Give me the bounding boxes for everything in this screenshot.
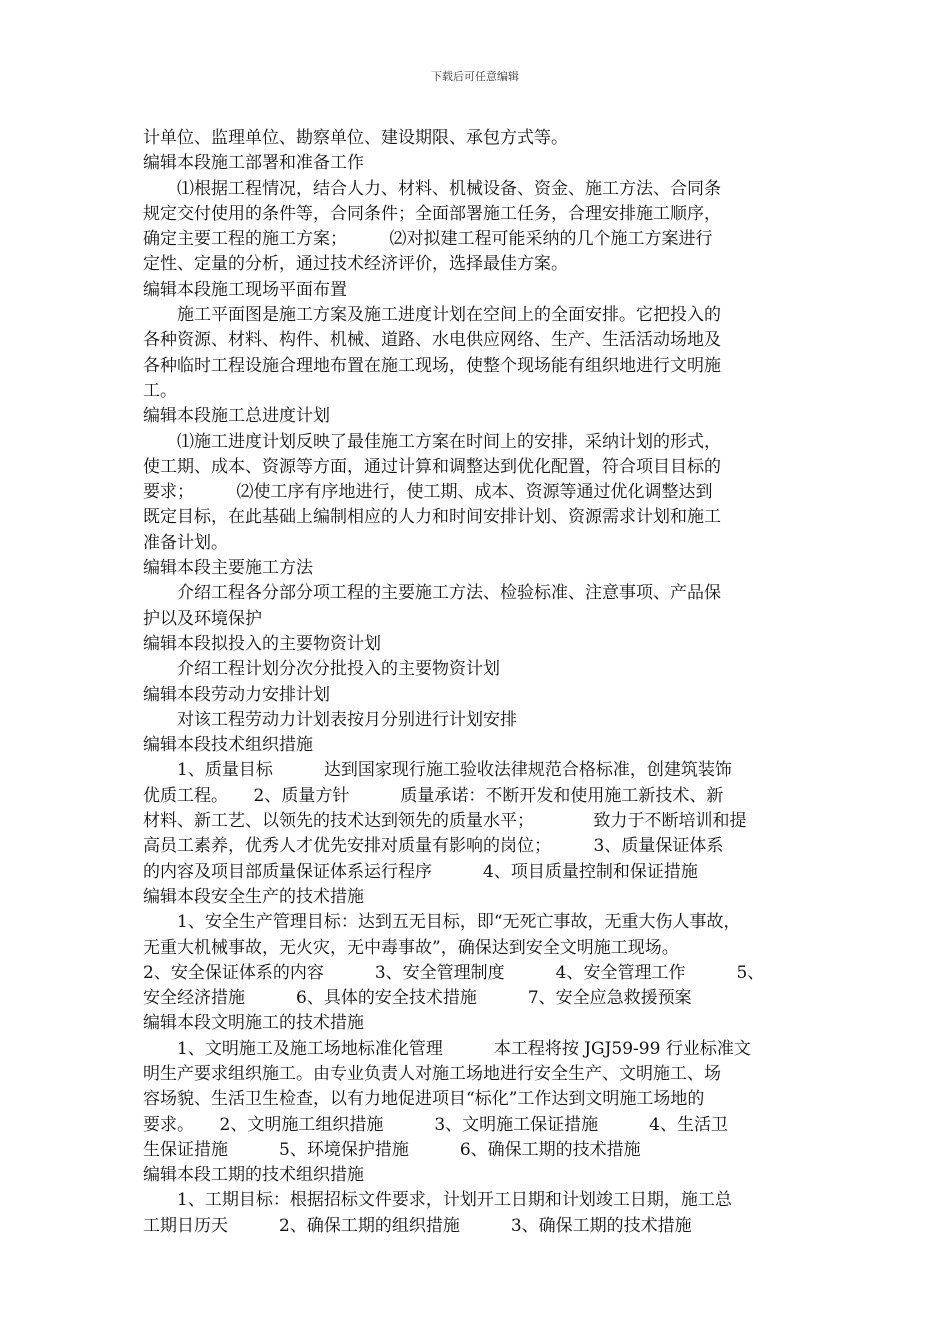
text-line: 确定主要工程的施工方案； ⑵对拟建工程可能采纳的几个施工方案进行 (143, 229, 713, 250)
text-line: 优质工程。 2、质量方针 质量承诺：不断开发和使用施工新技术、新 (143, 785, 724, 806)
text-line: 各种资源、材料、构件、机械、道路、水电供应网络、生产、生活活动场地及 (143, 330, 721, 351)
text-line: 1、工期目标：根据招标文件要求，计划开工日期和计划竣工日期，施工总 (143, 1190, 732, 1211)
text-line: 准备计划。 (143, 532, 228, 553)
text-line: 编辑本段劳动力安排计划 (143, 684, 330, 705)
text-line: 定性、定量的分析，通过技术经济评价，选择最佳方案。 (143, 254, 568, 275)
text-line: 编辑本段施工部署和准备工作 (143, 153, 364, 174)
text-line: 安全经济措施 6、具体的安全技术措施 7、安全应急救援预案 (143, 988, 692, 1009)
text-line: 1、安全生产管理目标：达到五无目标，即“无死亡事故，无重大伤人事故， (143, 912, 741, 933)
text-line: 工。 (143, 380, 177, 401)
text-line: 编辑本段工期的技术组织措施 (143, 1165, 364, 1186)
text-line: 要求； ⑵使工序有序地进行，使工期、成本、资源等通过优化调整达到 (143, 482, 713, 503)
text-line: 介绍工程各分部分项工程的主要施工方法、检验标准、注意事项、产品保 (143, 583, 721, 604)
text-line: 编辑本段拟投入的主要物资计划 (143, 633, 381, 654)
text-line: 2、安全保证体系的内容 3、安全管理制度 4、安全管理工作 5、 (143, 962, 765, 983)
text-line: 护以及环境保护 (143, 608, 262, 629)
text-line: 编辑本段施工现场平面布置 (143, 279, 347, 300)
text-line: 容场貌、生活卫生检查，以有力地促进项目“标化”工作达到文明施工场地的 (143, 1089, 705, 1110)
text-line: 的内容及项目部质量保证体系运行程序 4、项目质量控制和保证措施 (143, 861, 698, 882)
text-line: 材料、新工艺、以领先的技术达到领先的质量水平； 致力于不断培训和提 (143, 811, 747, 832)
text-line: 计单位、监理单位、勘察单位、建设期限、承包方式等。 (143, 128, 568, 148)
text-line: 编辑本段主要施工方法 (143, 558, 313, 579)
text-line: 工期日历天 2、确保工期的组织措施 3、确保工期的技术措施 (143, 1215, 692, 1236)
text-line: 各种临时工程设施合理地布置在施工现场，使整个现场能有组织地进行文明施 (143, 355, 721, 376)
text-line: ⑴根据工程情况，结合人力、材料、机械设备、资金、施工方法、合同条 (143, 178, 721, 199)
text-line: 高员工素养，优秀人才优先安排对质量有影响的岗位； 3、质量保证体系 (143, 836, 724, 857)
text-line: 施工平面图是施工方案及施工进度计划在空间上的全面安排。它把投入的 (143, 305, 721, 326)
document-body (143, 126, 815, 1239)
text-line: 1、质量目标 达到国家现行施工验收法律规范合格标准，创建筑装饰 (143, 760, 732, 781)
text-line: 无重大机械事故，无火灾，无中毒事故”，确保达到安全文明施工现场。 (143, 937, 679, 958)
text-line: 介绍工程计划分次分批投入的主要物资计划 (143, 659, 500, 680)
page-header: 下载后可任意编辑 (431, 70, 519, 83)
text-line: 编辑本段安全生产的技术措施 (143, 886, 364, 907)
text-line: 要求。 2、文明施工组织措施 3、文明施工保证措施 4、生活卫 (143, 1114, 728, 1135)
text-line: 既定目标，在此基础上编制相应的人力和时间安排计划、资源需求计划和施工 (143, 507, 721, 528)
text-line: 规定交付使用的条件等，合同条件；全面部署施工任务，合理安排施工顺序， (143, 203, 721, 224)
text-line: 使工期、成本、资源等方面，通过计算和调整达到优化配置，符合项目目标的 (143, 456, 721, 477)
text-line: ⑴施工进度计划反映了最佳施工方案在时间上的安排，采纳计划的形式， (143, 431, 721, 452)
text-line: 生保证措施 5、环境保护措施 6、确保工期的技术措施 (143, 1139, 641, 1160)
text-line: 编辑本段技术组织措施 (143, 735, 313, 756)
text-line: 明生产要求组织施工。由专业负责人对施工场地进行安全生产、文明施工、场 (143, 1063, 721, 1084)
text-line: 1、文明施工及施工场地标准化管理 本工程将按 JGJ59-99 行业标准文 (143, 1038, 751, 1059)
text-line: 编辑本段施工总进度计划 (143, 406, 330, 427)
text-line: 对该工程劳动力计划表按月分别进行计划安排 (143, 709, 517, 730)
text-line: 编辑本段文明施工的技术措施 (143, 1013, 364, 1034)
